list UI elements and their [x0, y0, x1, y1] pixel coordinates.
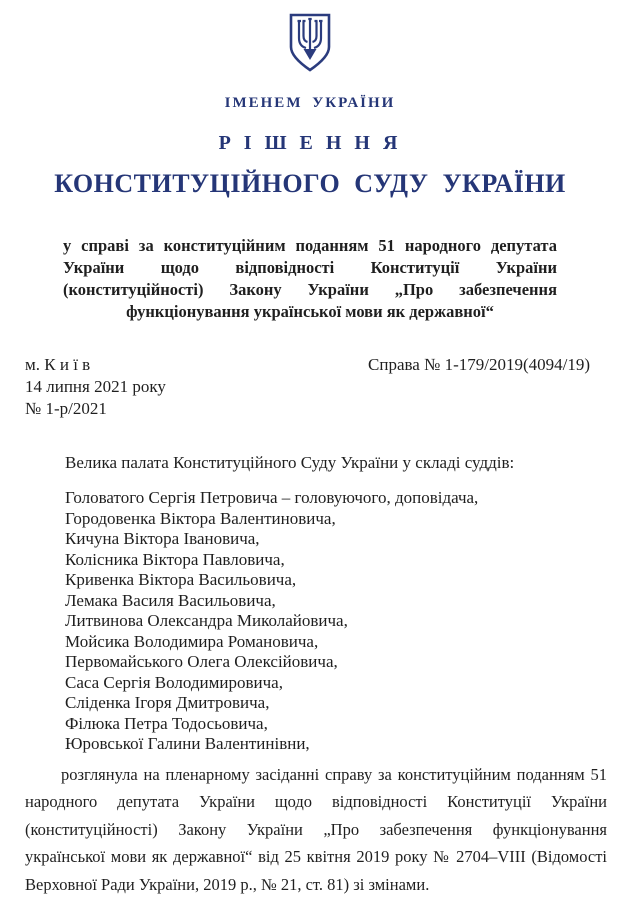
emblem-container [0, 13, 620, 73]
case-number-line: Справа № 1-179/2019(4094/19) [368, 355, 590, 374]
dateline-left [25, 354, 166, 420]
tryzub-coat-of-arms-icon [288, 13, 332, 73]
judge-line: Колісника Віктора Павловича, [65, 549, 285, 569]
in-the-name-heading: ІМЕНЕМ УКРАЇНИ [224, 95, 396, 111]
city-line: м. К и ї в [25, 355, 91, 374]
judge-line: Кривенка Віктора Васильовича, [65, 570, 297, 589]
judge-line: Сліденка Ігоря Дмитровича, [65, 693, 270, 712]
date-line: 14 липня 2021 року [25, 377, 166, 396]
judge-line: Литвинова Олександра Миколайовича, [65, 611, 348, 630]
decision-number-line: № 1-р/2021 [25, 399, 107, 418]
body-paragraph: розглянула на пленарному засіданні справу за конституційним поданням 51 народного депутата України щодо відповідності Конституції України (конституційності) Закону України „Про забезпечення функціонування української мови як державної“ від 25 квітня 2019 року № 2704–VIII (Відомості Верховної Ради України, 2019 р., № 21, ст. 81) зі змінами. [25, 764, 607, 894]
judge-line: Саса Сергія Володимировича, [65, 672, 283, 692]
judge-line: Первомайського Олега Олексійовича, [65, 652, 338, 671]
judge-line: Лемака Василя Васильовича, [65, 590, 276, 610]
dateline-row [0, 354, 620, 420]
judge-line: Юровської Галини Валентинівни, [65, 734, 310, 753]
judge-line: Головатого Сергія Петровича – головуючого, доповідача, [65, 488, 479, 507]
judge-line: Кичуна Віктора Івановича, [65, 529, 260, 548]
case-subject-paragraph: у справі за конституційним поданням 51 народного депутата України щодо відповідності Конституції України (конституційності) Закону України „Про забезпечення функціонування української мови як державної“ [63, 236, 557, 321]
decision-heading: Р І Ш Е Н Н Я [218, 132, 402, 154]
judges-list [65, 488, 595, 755]
judge-line: Мойсика Володимира Романовича, [65, 631, 319, 651]
judge-line: Філюка Петра Тодосьовича, [65, 713, 268, 733]
judge-line: Городовенка Віктора Валентиновича, [65, 508, 336, 528]
court-name-heading: КОНСТИТУЦІЙНОГО СУДУ УКРАЇНИ [54, 169, 566, 198]
composition-intro-line: Велика палата Конституційного Суду України у складі суддів: [65, 453, 515, 472]
